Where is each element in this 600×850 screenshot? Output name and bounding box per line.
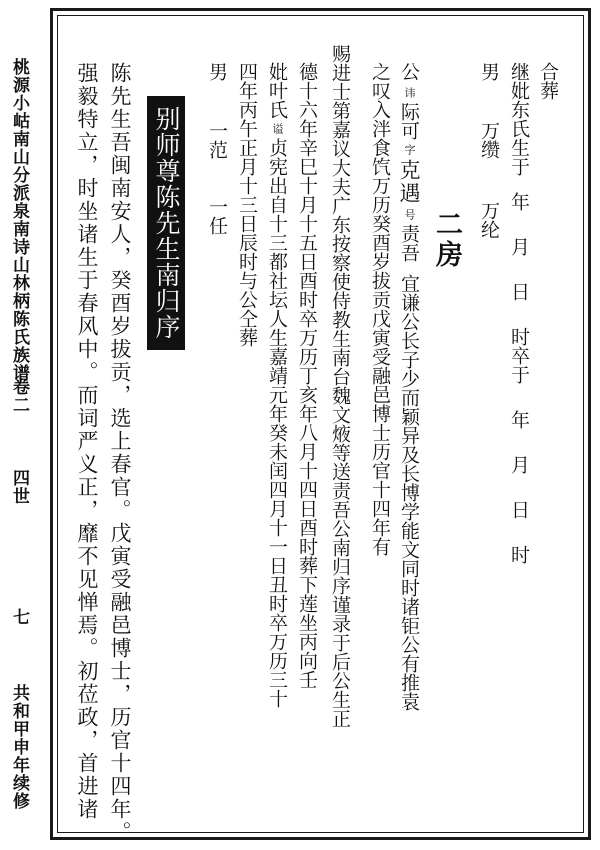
margin-edition: 共和甲申年续修 (9, 684, 29, 810)
article-title-box: 别师尊陈先生南归序 (147, 96, 185, 350)
gong-entry-line-2: 之叹入泮食饩万历癸酉岁拔贡戊寅受融邑博士历官十四年有 (369, 62, 391, 556)
article-paragraph-1: 陈先生吾闽南安人，癸酉岁拔贡，选上春官。戊寅受融邑博士，历官十四年。 (108, 62, 132, 844)
gong-entry-line-1: 公讳际可字克遇号责吾宜谦公长子少而颖异及长博学能文同时诸钜公有推袁 (397, 62, 421, 711)
gong-sons: 男一范一任 (206, 62, 228, 235)
wife-entry: 妣叶氏谥贞宪出自十三都社坛人生嘉靖元年癸未闰四月十一日丑时卒万历三十 (266, 62, 288, 708)
page-frame-inner (57, 15, 584, 833)
margin-volume: 卷二 (9, 378, 29, 414)
gong-entry-line-3: 赐进士第嘉议大夫广东按察使侍教生南台魏文焲等送责吾公南归序谨录于后公生正 (329, 44, 351, 728)
article-paragraph-2: 强毅特立，时坐诸生于春风中。而词严义正，靡不见惮焉。初莅政，首进诸 (75, 62, 99, 821)
margin-generation: 四世 (9, 469, 29, 505)
section-title: 二房 (431, 210, 462, 270)
sons-list: 男万缵万纶 (478, 62, 500, 239)
margin-page-number: 七 (9, 608, 29, 626)
stepmother-dates: 继妣东氏生于年月日时卒于年月日时 (508, 62, 530, 564)
burial-note: 合葬 (537, 62, 559, 100)
margin-genealogy-title: 桃源小岵南山分派泉南诗山林柄陈氏族谱 (9, 58, 29, 382)
wife-entry-cont: 四年丙午正月十三日辰时与公仝葬 (236, 62, 258, 347)
gong-entry-line-4: 德十六年辛巳十月十五日酉时卒万历丁亥年八月十四日酉时葬下莲坐丙向壬 (296, 62, 318, 689)
